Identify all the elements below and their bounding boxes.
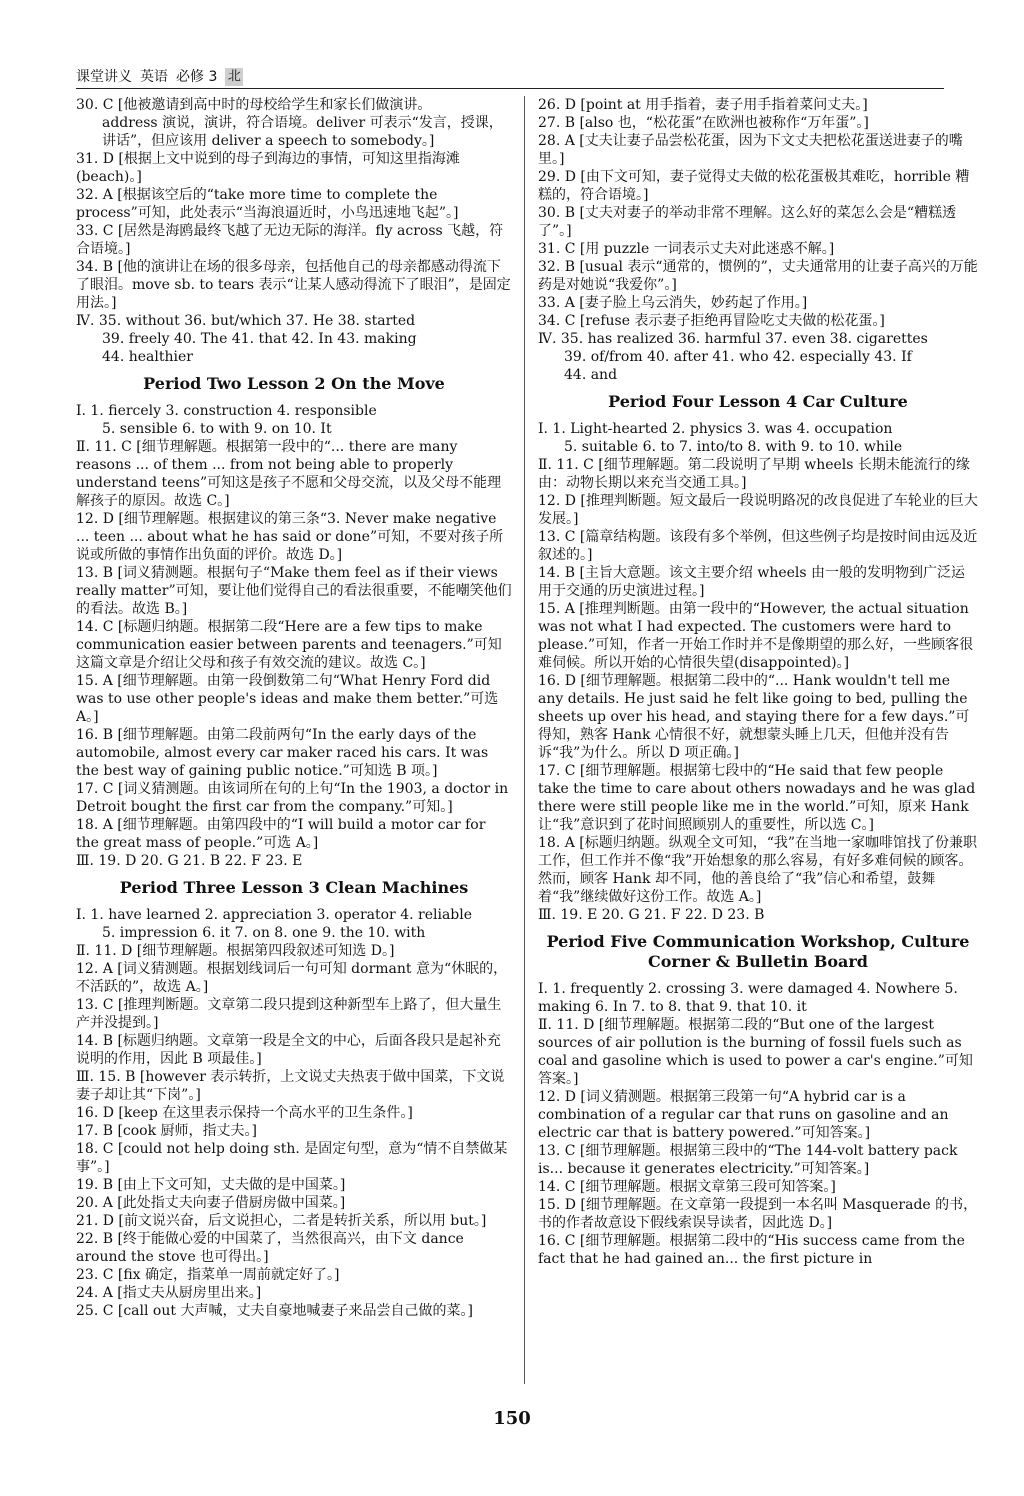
- subject-label: 英语: [140, 69, 168, 85]
- answer-line: 28. A [丈夫让妻子品尝松花蛋，因为下文丈夫把松花蛋送进妻子的嘴里。]: [538, 133, 963, 167]
- answer-line: 13. C [篇章结构题。该段有多个举例，但这些例子均是按时间由远及近叙述的。]: [538, 529, 978, 563]
- page-number: 150: [493, 1408, 531, 1429]
- answer-line: 17. B [cook 厨师，指丈夫。]: [76, 1123, 258, 1139]
- book-title: 课堂讲义: [76, 69, 132, 85]
- answer-line: address 演说，演讲，符合语境。deliver 可表示“发言，授课，讲话”，但应该用 deliver a speech to somebody。]: [102, 115, 503, 149]
- section-heading: Period Five Communication Workshop, Culture Corner & Bulletin Board: [546, 932, 970, 971]
- answer-line: Ⅱ. 11. C [细节理解题。第二段说明了早期 wheels 长期未能流行的缘由：动物长期以来充当交通工具。]: [538, 457, 970, 491]
- answer-line: 20. A [此处指丈夫向妻子借厨房做中国菜。]: [76, 1195, 346, 1211]
- answer-line: 15. A [细节理解题。由第一段倒数第二句“What Henry Ford did was to use other people's ideas and make them better.”可选 A。]: [76, 673, 499, 725]
- answer-line: 16. B [细节理解题。由第二段前两句“In the early days of the automobile, almost every car maker raced his cars. It was the best way of gaining public notice.”可知选 B 项。]: [76, 727, 489, 779]
- answer-line: 30. B [丈夫对妻子的举动非常不理解。这么好的菜怎么会是“糟糕透了”。]: [538, 205, 957, 239]
- answer-line: 15. D [细节理解题。在文章第一段提到一本名叫 Masquerade 的书，书的作者故意设下假线索误导读者，因此选 D。]: [538, 1197, 978, 1231]
- answer-line: 5. impression 6. it 7. on 8. one 9. the 10. with: [102, 925, 426, 941]
- answer-line: 14. B [主旨大意题。该文主要介绍 wheels 由一般的发明物到广泛运用于交通的历史演进过程。]: [538, 565, 966, 599]
- answer-line: 12. D [推理判断题。短文最后一段说明路况的改良促进了车轮业的巨大发展。]: [538, 493, 978, 527]
- section-heading: Period Two Lesson 2 On the Move: [143, 374, 445, 393]
- answer-line: 14. C [细节理解题。根据文章第三段可知答案。]: [538, 1179, 836, 1195]
- answer-line: 32. A [根据该空后的“take more time to complete the process”可知，此处表示“当海浪逼近时，小鸟迅速地飞起”。]: [76, 187, 459, 221]
- section-heading: Period Four Lesson 4 Car Culture: [608, 392, 908, 411]
- answer-line: 44. healthier: [102, 349, 193, 365]
- answer-line: 18. A [标题归纳题。纵观全文可知，“我”在当地一家咖啡馆找了份兼职工作，但工作并不像“我”开始想象的那么容易，有好多难伺候的顾客。然而，顾客 Hank 却不同，他的善良给了“我”信心和希望，鼓舞着“我”继续做好这份工作。故选 A。]: [538, 835, 978, 905]
- answer-line: 16. D [细节理解题。根据第二段中的“... Hank wouldn't tell me any details. He just said he felt like going to bed, pulling the sheets up over his head, and staying there for a few days.”可得知，熟客 Hank 心情很不好，就想蒙头睡上几天，但他并没有告诉“我”为什么。所以 D 项正确。]: [538, 673, 970, 761]
- answer-line: 18. C [could not help doing sth. 是固定句型，意为“情不自禁做某事”。]: [76, 1141, 508, 1175]
- answer-line: Ⅱ. 11. C [细节理解题。根据第一段中的“... there are many reasons ... of them ... from not being able to properly understand teens”可知这是孩子不愿和父母交流，以及父母不能理解孩子的原因。故选 C。]: [76, 439, 502, 509]
- answer-line: 12. D [细节理解题。根据建议的第三条“3. Never make negative ... teen ... about what he has said or done”可知，不要对孩子所说或所做的事情作出负面的评价。故选 D。]: [76, 511, 504, 563]
- answer-line: Ⅱ. 11. D [细节理解题。根据第二段的“But one of the largest sources of air pollution is the burning of fossil fuels such as coal and gasoline which is used to power a car's engine.”可知答案。]: [538, 1017, 973, 1087]
- answer-line: 13. B [词义猜测题。根据句子“Make them feel as if their views really matter”可知，要让他们觉得自己的看法很重要，不能嘲笑他们的看法。故选 B。]: [76, 565, 512, 617]
- right-column: [538, 96, 978, 1384]
- answer-line: 19. B [由上下文可知，丈夫做的是中国菜。]: [76, 1177, 346, 1193]
- answer-line: Ⅲ. 19. E 20. G 21. F 22. D 23. B: [538, 907, 765, 923]
- answer-line: 44. and: [564, 367, 618, 383]
- answer-line: 5. suitable 6. to 7. into/to 8. with 9. to 10. while: [564, 439, 903, 455]
- answer-line: 21. D [前文说兴奋，后文说担心，二者是转折关系，所以用 but。]: [76, 1213, 487, 1229]
- answer-line: 39. freely 40. The 41. that 42. In 43. making: [102, 331, 417, 347]
- answer-line: Ⅲ. 19. D 20. G 21. B 22. F 23. E: [76, 853, 303, 869]
- answer-line: 16. D [keep 在这里表示保持一个高水平的卫生条件。]: [76, 1105, 413, 1121]
- answer-line: 14. C [标题归纳题。根据第二段“Here are a few tips to make communication easier between parents and teenagers.”可知这篇文章是介绍让父母和孩子有效交流的建议。故选 C。]: [76, 619, 502, 671]
- section-heading: Period Three Lesson 3 Clean Machines: [119, 878, 469, 897]
- answer-line: 24. A [指丈夫从厨房里出来。]: [76, 1285, 262, 1301]
- answer-line: 26. D [point at 用手指着，妻子用手指着菜问丈夫。]: [538, 97, 868, 113]
- edition-badge: 北: [225, 68, 243, 86]
- answer-line: 14. B [标题归纳题。文章第一段是全文的中心，后面各段只是起补充说明的作用，因此 B 项最佳。]: [76, 1033, 501, 1067]
- answer-line: 18. A [细节理解题。由第四段中的“I will build a motor car for the great mass of people.”可选 A。]: [76, 817, 486, 851]
- answer-line: Ⅰ. 1. Light-hearted 2. physics 3. was 4. occupation: [538, 421, 893, 437]
- answer-line: 23. C [fix 确定，指菜单一周前就定好了。]: [76, 1267, 340, 1283]
- answer-line: 17. C [细节理解题。根据第七段中的“He said that few people take the time to care about others nowadays and he was glad there were still people like me in the world.”可知，原来 Hank 让“我”意识到了花时间照顾别人的重要性，所以选 C。]: [538, 763, 976, 833]
- answer-line: 31. C [用 puzzle 一词表示丈夫对此迷惑不解。]: [538, 241, 835, 257]
- answer-line: 25. C [call out 大声喊，丈夫自豪地喊妻子来品尝自己做的菜。]: [76, 1303, 473, 1319]
- answer-line: Ⅳ. 35. has realized 36. harmful 37. even 38. cigarettes: [538, 331, 928, 347]
- answer-line: Ⅰ. 1. have learned 2. appreciation 3. operator 4. reliable: [76, 907, 473, 923]
- answer-line: 31. D [根据上文中说到的母子到海边的事情，可知这里指海滩(beach)。]: [76, 151, 460, 185]
- answer-line: Ⅰ. 1. fiercely 3. construction 4. responsible: [76, 403, 377, 419]
- answer-line: 16. C [细节理解题。根据第二段中的“His success came from the fact that he had gained an... the first picture in: [538, 1233, 965, 1267]
- answer-line: Ⅱ. 11. D [细节理解题。根据第四段叙述可知选 D。]: [76, 943, 395, 959]
- answer-line: 13. C [细节理解题。根据第三段中的“The 144-volt battery pack is... because it generates electricity.”可知答案。]: [538, 1143, 958, 1177]
- answer-line: 34. C [refuse 表示妻子拒绝再冒险吃丈夫做的松花蛋。]: [538, 313, 885, 329]
- answer-line: Ⅲ. 15. B [however 表示转折，上文说丈夫热衷于做中国菜，下文说妻子却让其“下岗”。]: [76, 1069, 505, 1103]
- answer-line: 33. C [居然是海鸥最终飞越了无边无际的海洋。fly across 飞越，符合语境。]: [76, 223, 504, 257]
- answer-line: 39. of/from 40. after 41. who 42. especially 43. If: [564, 349, 912, 365]
- answer-line: 30. C [他被邀请到高中时的母校给学生和家长们做演讲。: [76, 97, 432, 113]
- column-divider: [524, 96, 525, 1384]
- answer-line: 22. B [终于能做心爱的中国菜了，当然很高兴，由下文 dance around the stove 也可得出。]: [76, 1231, 464, 1265]
- answer-line: 17. C [词义猜测题。由该词所在句的上句“In the 1903, a doctor in Detroit bought the first car from the company.”可知。]: [76, 781, 509, 815]
- page-header: [76, 64, 944, 89]
- answer-line: 12. A [词义猜测题。根据划线词后一句可知 dormant 意为“休眠的，不活跃的”，故选 A。]: [76, 961, 508, 995]
- answer-line: 12. D [词义猜测题。根据第三段第一句“A hybrid car is a combination of a regular car that runs on gasoline and an electric car that is battery powered.”可知答案。]: [538, 1089, 949, 1141]
- answer-line: 34. B [他的演讲让在场的很多母亲，包括他自己的母亲都感动得流下了眼泪。move sb. to tears 表示“让某人感动得流下了眼泪”，是固定用法。]: [76, 259, 511, 311]
- answer-line: 13. C [推理判断题。文章第二段只提到这种新型车上路了，但大量生产并没提到。]: [76, 997, 502, 1031]
- answer-line: 32. B [usual 表示“通常的，惯例的”，丈夫通常用的让妻子高兴的万能药是对她说“我爱你”。]: [538, 259, 978, 293]
- answer-line: Ⅳ. 35. without 36. but/which 37. He 38. started: [76, 313, 416, 329]
- answer-line: 5. sensible 6. to with 9. on 10. It: [102, 421, 332, 437]
- answer-line: 15. A [推理判断题。由第一段中的“However, the actual situation was not what I had expected. The customers were hard to please.”可知，作者一开始工作时并不是像期望的那么好，一些顾客很难伺候。所以开始的心情很失望(disappointed)。]: [538, 601, 974, 671]
- answer-line: Ⅰ. 1. frequently 2. crossing 3. were damaged 4. Nowhere 5. making 6. In 7. to 8. that 9. that 10. it: [538, 981, 958, 1015]
- left-column: [76, 96, 512, 1384]
- answer-line: 29. D [由下文可知，妻子觉得丈夫做的松花蛋极其难吃，horrible 糟糕的，符合语境。]: [538, 169, 970, 203]
- answer-line: 27. B [also 也，“松花蛋”在欧洲也被称作“万年蛋”。]: [538, 115, 869, 131]
- volume-label: 必修 3: [176, 69, 218, 85]
- answer-line: 33. A [妻子脸上乌云消失，妙药起了作用。]: [538, 295, 808, 311]
